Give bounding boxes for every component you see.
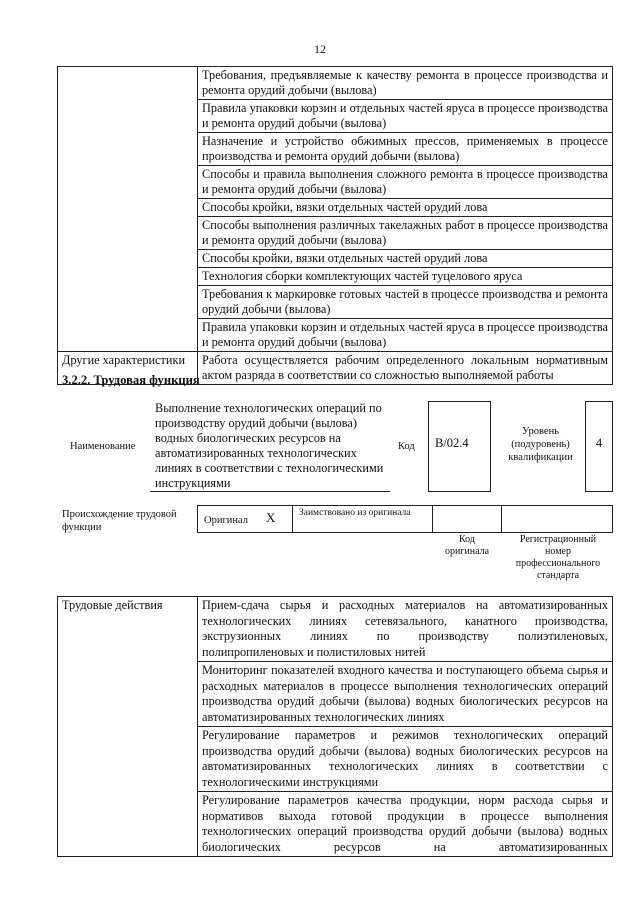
labor-actions-label: Трудовые действия bbox=[58, 597, 198, 857]
other-characteristics-text: Работа осуществляется рабочим определенного локальным нормативным актом разряда в соответствии со сложностью выполняемой работы bbox=[198, 352, 613, 385]
knowledge-item: Назначение и устройство обжимных прессов, применяемых в процессе производства и ремонта орудий добычи (вылова) bbox=[198, 133, 613, 166]
code-value: B/02.4 bbox=[428, 401, 491, 492]
labor-actions-table bbox=[57, 596, 613, 857]
original-mark: X bbox=[266, 510, 276, 525]
labor-action-item: Регулирование параметров и режимов технологических операций производства орудий добычи (вылова) водных биологических ресурсов на автоматизированных технологических линиях в соответствии с технологическими инструкциями bbox=[198, 727, 613, 792]
page-number: 12 bbox=[314, 42, 326, 56]
code-label: Код bbox=[398, 441, 415, 452]
level-value: 4 bbox=[585, 401, 613, 492]
knowledge-item: Правила упаковки корзин и отдельных частей яруса в процессе производства и ремонта орудий добычи (вылова) bbox=[198, 319, 613, 352]
labor-action-item: Регулирование параметров качества продукции, норм расхода сырья и нормативов выхода готовой продукции в процессе выполнения технологических операций производства орудий добычи (вылова) водных биологических ресурсов на автоматизированных bbox=[198, 792, 613, 857]
table-row bbox=[58, 67, 613, 100]
table-row bbox=[58, 597, 613, 662]
knowledge-item: Требования, предъявляемые к качеству ремонта в процессе производства и ремонта орудий добычи (вылова) bbox=[198, 67, 613, 100]
knowledge-item: Способы кройки, вязки отдельных частей орудий лова bbox=[198, 199, 613, 217]
registration-caption: Регистрационный номер профессионального стандарта bbox=[515, 534, 601, 581]
section-heading: 3.2.2. Трудовая функция bbox=[62, 373, 200, 387]
code-caption: Код оригинала bbox=[444, 534, 490, 557]
borrowed-label: Заимствовано из оригинала bbox=[299, 508, 411, 518]
labor-action-item: Мониторинг показателей входного качества и поступающего объема сырья и расходных материалов в процессе выполнения технологических операций производства орудий добычи (вылова) водных биологических ресурсов на автоматизированных технологических линиях bbox=[198, 662, 613, 727]
knowledge-item: Технология сборки комплектующих частей туцелового яруса bbox=[198, 268, 613, 286]
knowledge-item: Способы выполнения различных такелажных работ в процессе производства и ремонта орудий добычи (вылова) bbox=[198, 217, 613, 250]
level-label: Уровень (подуровень) квалификации bbox=[508, 426, 573, 463]
knowledge-item: Требования к маркировке готовых частей в процессе производства и ремонта орудий добычи (вылова) bbox=[198, 286, 613, 319]
other-characteristics-label: Другие характеристики bbox=[58, 352, 198, 385]
name-label: Наименование bbox=[70, 441, 136, 452]
borrowed-cell bbox=[292, 505, 433, 533]
empty-label-cell bbox=[58, 67, 198, 352]
original-label: Оригинал bbox=[204, 515, 248, 526]
original-cell bbox=[197, 505, 293, 533]
labor-action-item: Прием-сдача сырья и расходных материалов на автоматизированных технологических линиях сетевязального, канатного производства, экструзионных линиях по производству полиэтиленовых, полипропиленовых и полистиловых нитей bbox=[198, 597, 613, 662]
knowledge-item: Способы и правила выполнения сложного ремонта в процессе производства и ремонта орудий добычи (вылова) bbox=[198, 166, 613, 199]
origin-code-cell bbox=[432, 505, 502, 533]
skills-table bbox=[57, 66, 613, 385]
knowledge-item: Способы кройки, вязки отдельных частей орудий лова bbox=[198, 250, 613, 268]
registration-cell bbox=[501, 505, 613, 533]
knowledge-item: Правила упаковки корзин и отдельных частей яруса в процессе производства и ремонта орудий добычи (вылова) bbox=[198, 100, 613, 133]
function-name: Выполнение технологических операций по производству орудий добычи (вылова) водных биологических ресурсов на автоматизированных технологических линиях в соответствии с технологическими инструкциями bbox=[150, 398, 390, 492]
origin-label: Происхождение трудовой функции bbox=[62, 509, 177, 533]
